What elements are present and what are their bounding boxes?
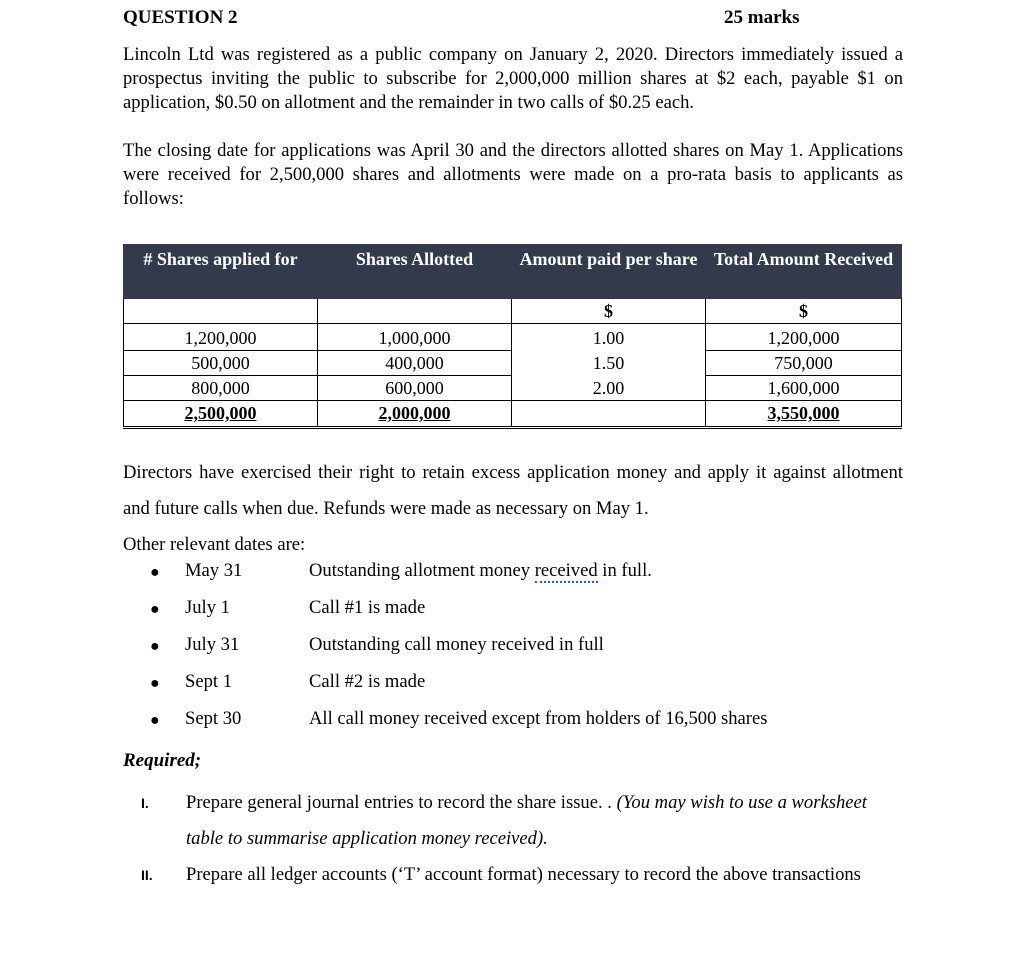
- table-cell: 800,000: [124, 376, 318, 401]
- event-text-part: Outstanding allotment money: [309, 560, 535, 581]
- unit-cell: $: [512, 299, 706, 324]
- table-cell: 1,200,000: [124, 324, 318, 351]
- required-heading: Required;: [123, 750, 202, 771]
- total-value: 3,550,000: [767, 403, 840, 423]
- date-label: Sept 30: [185, 708, 242, 729]
- event-text: All call money received except from holders of 16,500 shares: [309, 708, 768, 729]
- list-item: [150, 634, 910, 671]
- total-cell: [124, 401, 318, 428]
- list-item: [150, 597, 910, 634]
- unit-cell: [318, 299, 512, 324]
- allotment-table: [123, 244, 902, 429]
- bullet-icon: ●: [150, 638, 160, 655]
- table-cell: 1.00: [512, 324, 706, 351]
- event-text-part: in full.: [597, 560, 652, 581]
- required-list: [123, 785, 903, 893]
- directors-paragraph: [123, 455, 903, 563]
- header-total-received: Total Amount Received: [706, 245, 902, 299]
- table-total-row: [124, 401, 902, 428]
- table-units-row: [124, 299, 902, 324]
- table-cell: 600,000: [318, 376, 512, 401]
- date-label: May 31: [185, 560, 243, 581]
- total-cell: [512, 401, 706, 428]
- total-value: 2,000,000: [378, 403, 451, 423]
- total-value: 2,500,000: [184, 403, 257, 423]
- question-title: QUESTION 2: [123, 7, 238, 28]
- table-cell: 2.00: [512, 376, 706, 401]
- list-item: [150, 708, 910, 745]
- event-text: Outstanding call money received in full: [309, 634, 604, 655]
- item-number: I.: [141, 795, 149, 811]
- directors-text: Directors have exercised their right to retain excess application money and apply it against allotment and future calls when due. Refunds were made as necessary on May 1.: [123, 462, 903, 519]
- header-shares-allotted: Shares Allotted: [318, 245, 512, 299]
- table-header-row: [124, 245, 902, 299]
- date-label: July 1: [185, 597, 230, 618]
- event-text: Call #1 is made: [309, 597, 426, 618]
- list-item: [123, 857, 903, 893]
- date-label: Sept 1: [185, 671, 233, 692]
- spellcheck-marked-word: received: [534, 560, 598, 581]
- bullet-icon: ●: [150, 712, 160, 729]
- item-number: II.: [141, 867, 153, 883]
- table-row: [124, 376, 902, 401]
- table-row: [124, 324, 902, 351]
- applications-paragraph: The closing date for applications was April 30 and the directors allotted shares on May 1. Applications were received for 2,500,000 shares and allotments were made on a pro-rata basis to applicants as follows:: [123, 140, 903, 209]
- bullet-icon: ●: [150, 601, 160, 618]
- date-label: July 31: [185, 634, 240, 655]
- question-marks: 25 marks: [724, 7, 800, 28]
- list-item: [123, 785, 903, 857]
- total-cell: [706, 401, 902, 428]
- event-text: Call #2 is made: [309, 671, 426, 692]
- total-cell: [318, 401, 512, 428]
- item-text: Prepare all ledger accounts (‘T’ account format) necessary to record the above transactions: [186, 864, 861, 885]
- dates-list: [150, 560, 910, 745]
- table-cell: 750,000: [706, 351, 902, 376]
- table-cell: 500,000: [124, 351, 318, 376]
- item-note: (You may wish to use a worksheet table to summarise application money received).: [186, 792, 867, 849]
- intro-paragraph: Lincoln Ltd was registered as a public company on January 2, 2020. Directors immediately issued a prospectus inviting the public to subscribe for 2,000,000 million shares at $2 each, payable $1 on application, $0.50 on allotment and the remainder in two calls of $0.25 each.: [123, 44, 903, 113]
- list-item: [150, 671, 910, 708]
- item-text: Prepare general journal entries to record the share issue. .: [186, 792, 617, 813]
- list-item: [150, 560, 910, 597]
- bullet-icon: ●: [150, 564, 160, 581]
- table-cell: 1,000,000: [318, 324, 512, 351]
- table-cell: 1,600,000: [706, 376, 902, 401]
- table-row: [124, 351, 902, 376]
- unit-cell: [124, 299, 318, 324]
- other-dates-label: Other relevant dates are:: [123, 534, 306, 555]
- table-cell: 400,000: [318, 351, 512, 376]
- unit-cell: $: [706, 299, 902, 324]
- header-shares-applied: # Shares applied for: [124, 245, 318, 299]
- table-cell: 1.50: [512, 351, 706, 376]
- header-amount-paid: Amount paid per share: [512, 245, 706, 299]
- table-cell: 1,200,000: [706, 324, 902, 351]
- event-text: [309, 560, 652, 582]
- bullet-icon: ●: [150, 675, 160, 692]
